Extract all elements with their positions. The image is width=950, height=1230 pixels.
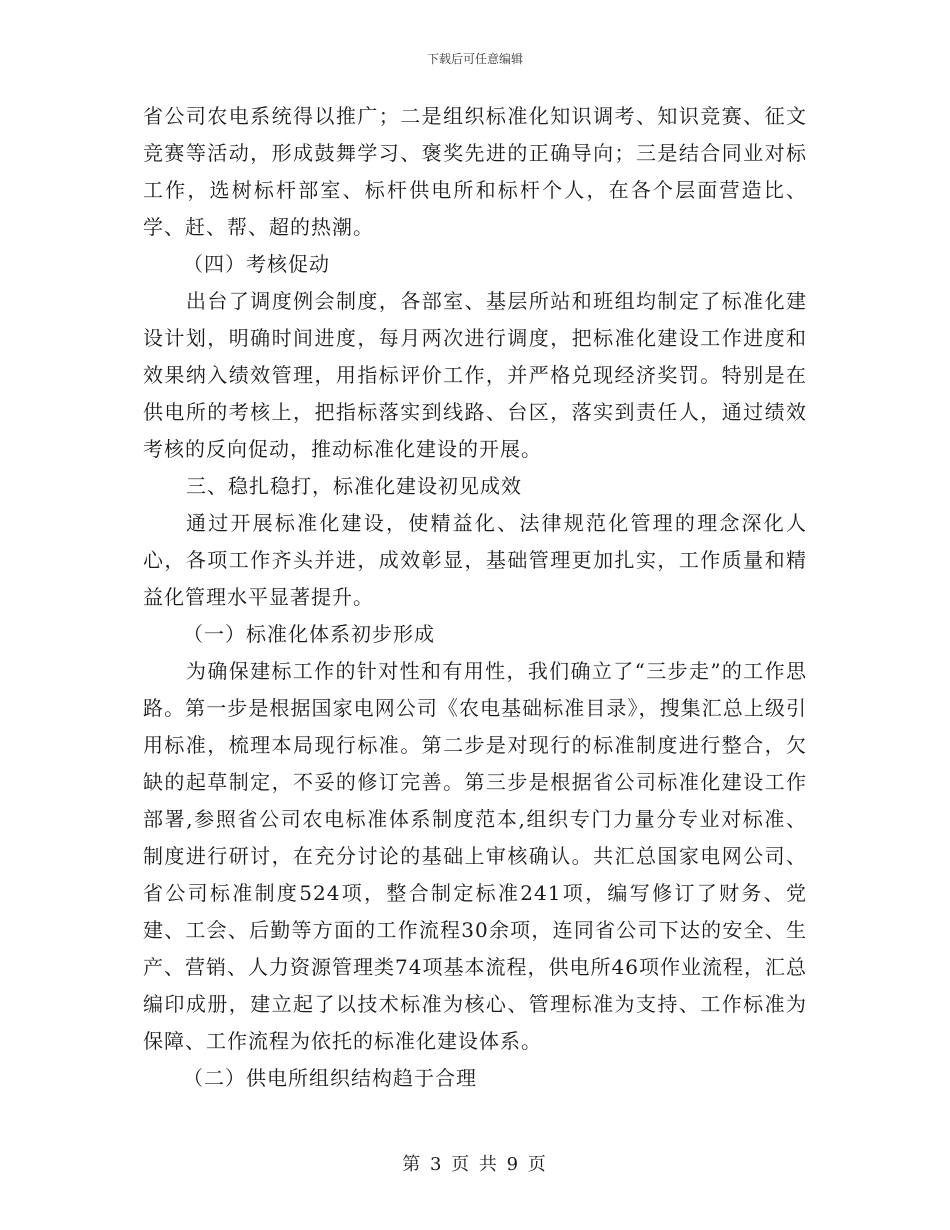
section-heading-3: 三、稳扎稳打，标准化建设初见成效 (186, 474, 522, 498)
paragraph-assessment: 出台了调度例会制度，各部室、基层所站和班组均制定了标准化建设计划，明确时间进度，每月两次进行调度，把标准化建设工作进度和效果纳入绩效管理，用指标评价工作，并严格兑现经济奖罚。特别是在供电所的考核上，把指标落实到线路、台区，落实到责任人，通过绩效考核的反向促动，推动标准化建设的开展。 (143, 289, 807, 461)
document-body (143, 98, 807, 1097)
paragraph-standard-system: 为确保建标工作的针对性和有用性，我们确立了“三步走”的工作思路。第一步是根据国家电网公司《农电基础标准目录》，搜集汇总上级引用标准，梳理本局现行标准。第二步是对现行的标准制度进行整合，欠缺的起草制定，不妥的修订完善。第三步是根据省公司标准化建设工作部署,参照省公司农电标准体系制度范本,组织专门力量分专业对标准、制度进行研讨，在充分讨论的基础上审核确认。共汇总国家电网公司、省公司标准制度524项，整合制定标准241项，编写修订了财务、党建、工会、后勤等方面的工作流程30余项，连同省公司下达的安全、生产、营销、人力资源管理类74项基本流程，供电所46项作业流程，汇总编印成册，建立起了以技术标准为核心、管理标准为支持、工作标准为保障、工作流程为依托的标准化建设体系。 (143, 659, 807, 1053)
section-subheading-2: （二）供电所组织结构趋于合理 (183, 1066, 477, 1090)
page-header: 下载后可任意编辑 (426, 52, 523, 66)
section-subheading-1: （一）标准化体系初步形成 (183, 622, 435, 646)
paragraph-results-intro: 通过开展标准化建设，使精益化、法律规范化管理的理念深化人心，各项工作齐头并进，成效彰显，基础管理更加扎实，工作质量和精益化管理水平显著提升。 (143, 511, 807, 609)
page-number: 第 3 页 共 9 页 (402, 1154, 548, 1175)
paragraph-continuation: 省公司农电系统得以推广；二是组织标准化知识调考、知识竞赛、征文竞赛等活动，形成鼓舞学习、褒奖先进的正确导向；三是结合同业对标工作，选树标杆部室、标杆供电所和标杆个人，在各个层面营造比、学、赶、帮、超的热潮。 (143, 104, 807, 239)
section-subheading-4: （四）考核促动 (183, 252, 330, 276)
